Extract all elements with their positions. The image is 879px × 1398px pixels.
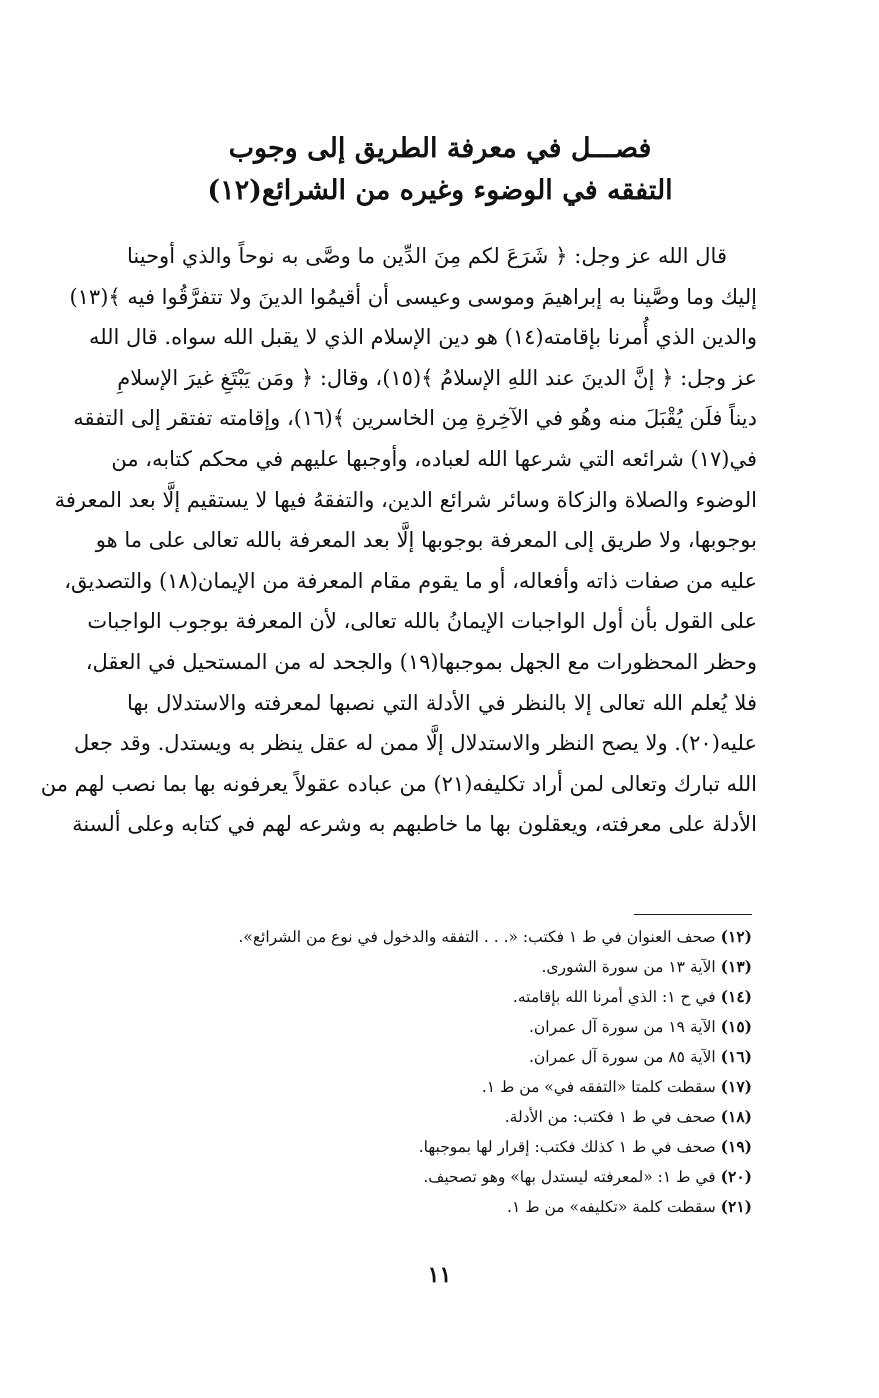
body-line: الله تبارك وتعالى لمن أراد تكليفه(٢١) من عباده عقولاً يعرفونه بها بما نصب لهم من	[40, 771, 757, 796]
footnote	[132, 1042, 752, 1072]
body-line: إليك وما وصَّينا به إبراهيمَ وموسى وعيسى أن أقيمُوا الدينَ ولا تتفرَّقُوا فيه ﴾(١٣)	[69, 284, 757, 309]
body-line: الأدلة على معرفته، ويعقلون بها ما خاطبهم به وشرعه لهم في كتابه وعلى ألسنة	[72, 812, 757, 837]
footnote	[132, 1012, 752, 1042]
body-line: ديناً فلَن يُقْبَلَ منه وهُو في الآخِرةِ مِن الخاسرين ﴾(١٦)، وإقامته تفتقر إلى التفقه	[73, 406, 757, 431]
body-line: بوجوبها، ولا طريق إلى المعرفة بوجوبها إلَّا بعد المعرفة بالله تعالى على ما هو	[95, 528, 757, 553]
footnote	[132, 952, 752, 982]
footnote	[132, 1162, 752, 1192]
body-line: عز وجل: ﴿ إنَّ الدينَ عند اللهِ الإسلامُ ﴾(١٥)، وقال: ﴿ ومَن يَبْتَغِ غيرَ الإسلامِ	[117, 365, 757, 390]
footnote	[132, 922, 752, 952]
footnote-number: (١٧)	[720, 1077, 752, 1096]
footnote	[132, 1192, 752, 1222]
body-line: عليه من صفات ذاته وأفعاله، أو ما يقوم مقام المعرفة من الإيمان(١٨) والتصديق،	[64, 568, 757, 593]
footnote-text: صحف في ط ١ فكتب: من الأدلة.	[504, 1108, 716, 1126]
footnote-text: الآية ٨٥ من سورة آل عمران.	[529, 1048, 716, 1066]
footnote-number: (١٤)	[720, 987, 752, 1006]
body-line: على القول بأن أول الواجبات الإيمانُ بالله تعالى، لأن المعرفة بوجوب الواجبات	[87, 609, 757, 634]
footnote-text: صحف العنوان في ط ١ فكتب: «. . . التفقه والدخول في نوع من الشرائع».	[238, 928, 716, 946]
footnote-number: (١٢)	[720, 927, 752, 946]
footnote-divider	[634, 914, 752, 915]
chapter-title-line-2: التفقه في الوضوء وغيره من الشرائع(١٢)	[207, 175, 673, 206]
footnote	[132, 1132, 752, 1162]
footnote-text: سقطت كلمتا «التفقه في» من ط ١.	[481, 1078, 716, 1096]
footnote-number: (١٦)	[720, 1047, 752, 1066]
chapter-title-line-1: فصـــل في معرفة الطريق إلى وجوب	[228, 133, 652, 164]
body-line: والدين الذي أُمرنا بإقامته(١٤) هو دين الإسلام الذي لا يقبل الله سواه. قال الله	[88, 325, 757, 350]
footnotes	[132, 922, 752, 1222]
body-line: الوضوء والصلاة والزكاة وسائر شرائع الدين، والتفقهُ فيها لا يستقيم إلَّا بعد المعرفة	[54, 487, 757, 512]
body-line: وحظر المحظورات مع الجهل بموجبها(١٩) والجحد له من المستحيل في العقل،	[85, 649, 757, 674]
footnote-text: سقطت كلمة «تكليفه» من ط ١.	[507, 1198, 716, 1216]
footnote-number: (١٥)	[720, 1017, 752, 1036]
chapter-title	[150, 128, 730, 212]
footnote-number: (١٣)	[720, 957, 752, 976]
page-number: ١١	[427, 1262, 452, 1288]
body-line: في(١٧) شرائعه التي شرعها الله لعباده، وأوجبها عليهم في محكم كتابه، من	[111, 446, 757, 471]
footnote-text: الآية ١٩ من سورة آل عمران.	[529, 1018, 716, 1036]
footnote-text: في ط ١: «لمعرفته ليستدل بها» وهو تصحيف.	[423, 1168, 716, 1186]
footnote	[132, 1072, 752, 1102]
body-paragraph	[40, 236, 757, 845]
footnote-number: (٢١)	[720, 1197, 752, 1216]
body-line: قال الله عز وجل: ﴿ شَرَعَ لكم مِنَ الدِّين ما وصَّى به نوحاً والذي أوحينا	[127, 244, 727, 268]
footnote-text: الآية ١٣ من سورة الشورى.	[541, 958, 716, 976]
body-line: عليه(٢٠). ولا يصح النظر والاستدلال إلَّا ممن له عقل ينظر به ويستدل. وقد جعل	[74, 731, 757, 756]
body-line: فلا يُعلم الله تعالى إلا بالنظر في الأدلة التي نصبها لمعرفته والاستدلال بها	[127, 690, 757, 715]
footnote-text: في ح ١: الذي أمرنا الله بإقامته.	[512, 988, 716, 1006]
footnote	[132, 982, 752, 1012]
footnote-number: (١٨)	[720, 1107, 752, 1126]
footnote-text: صحف في ط ١ كذلك فكتب: إقرار لها بموجبها.	[418, 1138, 716, 1156]
footnote-number: (١٩)	[720, 1137, 752, 1156]
footnote-number: (٢٠)	[720, 1167, 752, 1186]
footnote	[132, 1102, 752, 1132]
